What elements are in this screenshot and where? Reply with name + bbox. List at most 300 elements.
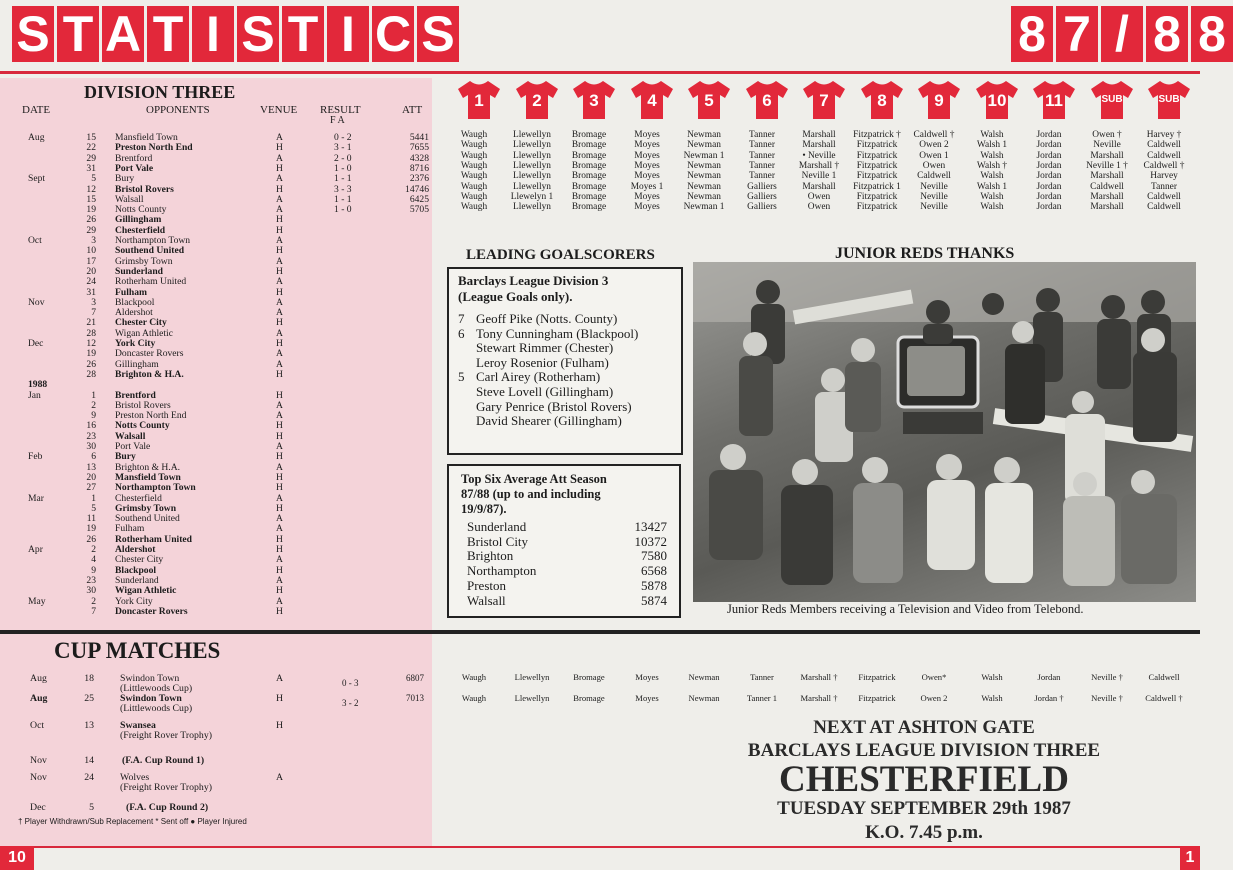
- shirt-number: 4: [647, 91, 657, 110]
- lineup-player: Tanner: [749, 150, 775, 161]
- shirt-number: 5: [704, 91, 714, 110]
- fixture-opponent: Grimsby Town: [115, 255, 173, 267]
- fixture-month: Feb: [28, 451, 43, 463]
- cup-lineup-player: Walsh: [981, 692, 1003, 703]
- fixture-row: [0, 535, 432, 545]
- lineup-player: Moyes: [634, 140, 660, 151]
- title-letter: T: [57, 6, 99, 62]
- opponents-header: OPPONENTS: [146, 104, 210, 116]
- fixture-day: 23: [86, 430, 96, 442]
- lineup-player: Llewellyn: [512, 140, 551, 151]
- lineup-player: Waugh: [460, 150, 488, 161]
- fixture-venue: A: [276, 307, 283, 319]
- fixture-day: 15: [86, 132, 96, 143]
- fixture-opponent: Blackpool: [115, 564, 157, 576]
- att-box-title-3: 19/9/87).: [461, 502, 507, 516]
- fixture-venue: H: [276, 482, 283, 494]
- att-club: Northampton: [467, 563, 537, 579]
- shirt-number: 10: [987, 91, 1007, 110]
- cup-day: 5: [89, 802, 94, 813]
- fixture-venue: H: [276, 245, 283, 257]
- fixture-venue: A: [276, 296, 283, 308]
- fixture-venue: A: [276, 513, 283, 525]
- fixture-opponent: Northampton Town: [115, 235, 191, 246]
- junior-heading: JUNIOR REDS THANKS: [835, 245, 1015, 262]
- att-club: Sunderland: [467, 519, 527, 534]
- fixture-venue: H: [276, 338, 283, 349]
- fixture-row: [0, 586, 432, 596]
- lineup-player: Marshall †: [798, 160, 840, 171]
- fixture-opponent: Chesterfield: [115, 492, 162, 504]
- shirt-number: SUB: [1101, 94, 1123, 105]
- fixture-month: Aug: [28, 132, 45, 143]
- season-character: 8: [1191, 6, 1233, 62]
- fixture-opponent: Sunderland: [115, 574, 159, 586]
- cup-lineup-player: Newman: [688, 672, 720, 682]
- lineup-player: Fitzpatrick: [856, 140, 898, 151]
- lineup-player: Bromage: [571, 191, 607, 202]
- fa-header: F A: [330, 115, 345, 126]
- fixture-opponent: Brentford: [115, 152, 153, 164]
- fixture-row: [0, 246, 432, 256]
- fixture-day: 3: [91, 296, 96, 308]
- cup-lineup-player: Jordan: [1037, 672, 1061, 682]
- attendance-box: [447, 464, 681, 618]
- fixture-venue: A: [276, 152, 283, 164]
- lineup-player: Tanner: [749, 140, 775, 151]
- att-header: ATT: [402, 104, 423, 116]
- lineup-player: Galliers: [747, 181, 777, 192]
- lineup-row: [0, 161, 1200, 171]
- fixture-day: 20: [86, 471, 96, 483]
- cup-venue: H: [276, 720, 284, 731]
- fixture-day: 26: [86, 533, 96, 545]
- fixture-venue: H: [276, 471, 283, 483]
- cup-competition: (Littlewoods Cup): [120, 703, 193, 714]
- lineup-player: Jordan: [1036, 140, 1062, 151]
- lineup-player: Waugh: [460, 140, 488, 151]
- lineup-player: Newman 1: [683, 150, 725, 161]
- lineup-player: Caldwell: [917, 171, 951, 182]
- scorer-name: Geoff Pike (Notts. County): [476, 311, 618, 326]
- fixture-venue: A: [276, 574, 283, 586]
- fixture-venue: H: [276, 286, 283, 298]
- junior-reds-photo: [693, 262, 1196, 602]
- fixture-day: 13: [86, 461, 96, 473]
- lineup-player: Newman: [687, 181, 721, 192]
- title-letter: A: [102, 6, 144, 62]
- fixture-opponent: Walsall: [115, 430, 146, 442]
- lineup-player: Bromage: [571, 130, 607, 140]
- cup-lineup-player: Neville †: [1091, 692, 1123, 703]
- lineup-player: Owen: [807, 202, 831, 213]
- fixture-att: 4328: [409, 152, 429, 164]
- fixture-opponent: Rotherham United: [115, 533, 193, 545]
- title-letter: T: [282, 6, 324, 62]
- fixture-row: [0, 288, 432, 298]
- fixture-result: 3 - 3: [334, 183, 352, 195]
- bottom-rule: [0, 846, 1200, 848]
- fixture-row: [0, 504, 432, 514]
- lineup-player: Walsh: [980, 150, 1004, 161]
- fixture-venue: H: [276, 451, 283, 463]
- fixture-venue: A: [276, 461, 283, 473]
- fixture-row: [0, 452, 432, 462]
- cup-lineup-player: Newman: [688, 692, 720, 703]
- scorer-name: Leroy Rosenior (Fulham): [476, 354, 609, 370]
- fixture-day: 12: [86, 338, 96, 349]
- shirt-icon: [1146, 79, 1192, 121]
- section-divider: [0, 630, 1200, 634]
- cup-month: Nov: [30, 772, 47, 783]
- cup-lineup-player: Caldwell †: [1145, 692, 1183, 703]
- fixture-day: 26: [86, 214, 96, 226]
- fixture-day: 24: [86, 276, 96, 288]
- shirt-icon: [974, 79, 1020, 121]
- fixture-venue: A: [276, 410, 283, 422]
- fixture-venue: A: [276, 235, 283, 246]
- lineup-player: Jordan: [1036, 171, 1062, 182]
- shirt-number: 2: [532, 91, 542, 110]
- fixture-att: 5705: [409, 204, 429, 216]
- cup-lineup-player: Jordan †: [1034, 692, 1064, 703]
- fixture-venue: A: [276, 399, 283, 411]
- fixture-row: [0, 597, 432, 607]
- lineup-player: Walsh: [980, 171, 1004, 182]
- fixture-row: [0, 339, 432, 349]
- lineup-player: Caldwell †: [913, 130, 955, 140]
- cup-lineup-player: Moyes: [635, 672, 659, 682]
- scorer-name: Steve Lovell (Gillingham): [476, 384, 614, 399]
- shirt-number: 1: [474, 91, 484, 110]
- lineup-player: Caldwell: [1090, 181, 1124, 192]
- shirt-icon: [686, 79, 732, 121]
- lineup-row: [0, 192, 1200, 202]
- cup-opponent: Wolves: [120, 772, 150, 783]
- fixture-venue: A: [276, 173, 283, 185]
- fixture-day: 21: [86, 317, 96, 329]
- lineup-player: Owen 2: [919, 140, 949, 151]
- fixture-day: 1: [91, 389, 96, 401]
- cup-competition: (Littlewoods Cup): [120, 683, 193, 694]
- fixture-opponent: Doncaster Rovers: [115, 605, 188, 617]
- fixture-row: [0, 545, 432, 555]
- fixture-day: 9: [91, 564, 96, 576]
- fixture-venue: A: [276, 358, 283, 370]
- cup-lineup-player: Fitzpatrick: [858, 692, 896, 703]
- fixture-day: 19: [86, 523, 96, 535]
- fixture-opponent: Walsall: [115, 193, 144, 205]
- fixture-row: [0, 257, 432, 267]
- shirt-icon: [859, 79, 905, 121]
- shirt-icon: [801, 79, 847, 121]
- lineup-player: Tanner: [749, 160, 775, 171]
- fixture-day: 1: [91, 492, 96, 504]
- fixture-venue: H: [276, 564, 283, 576]
- cup-month: Oct: [30, 720, 45, 731]
- fixture-opponent: Grimsby Town: [115, 502, 177, 514]
- title-letter: S: [237, 6, 279, 62]
- lineup-player: Neville 1 †: [1086, 160, 1128, 171]
- season-title: [1011, 6, 1233, 62]
- fixture-row: [0, 318, 432, 328]
- title-letter: C: [372, 6, 414, 62]
- cup-opponent: (F.A. Cup Round 2): [126, 802, 209, 813]
- lineup-player: Marshall: [802, 181, 836, 192]
- fixture-opponent: Aldershot: [115, 544, 156, 555]
- shirt-icon: [514, 79, 560, 121]
- fixture-row: [0, 215, 432, 225]
- fixture-row: [0, 391, 432, 401]
- scorer-goals: 7: [458, 311, 465, 326]
- fixture-opponent: Doncaster Rovers: [115, 348, 184, 360]
- fixture-day: 30: [86, 585, 96, 597]
- fixture-att: 6425: [409, 193, 429, 205]
- fixture-day: 17: [86, 255, 96, 267]
- att-value: 7580: [641, 548, 667, 564]
- fixture-day: 28: [86, 327, 96, 339]
- fixture-day: 7: [91, 307, 96, 319]
- fixture-venue: A: [276, 595, 283, 607]
- lineup-player: Moyes: [634, 160, 660, 171]
- fixture-row: [0, 463, 432, 473]
- lineup-player: Caldwell: [1147, 150, 1181, 161]
- fixture-opponent: Brighton & H.A.: [115, 368, 184, 380]
- cup-lineup-player: Waugh: [461, 692, 487, 703]
- cup-month: Nov: [30, 755, 47, 766]
- lineup-player: Walsh †: [976, 160, 1008, 171]
- lineup-player: Llewellyn: [512, 130, 551, 140]
- season-character: /: [1101, 6, 1143, 62]
- fixture-opponent: Notts County: [115, 204, 167, 216]
- photo-caption: Junior Reds Members receiving a Television and Video from Telebond.: [727, 602, 1084, 616]
- lineup-player: • Neville: [802, 150, 836, 161]
- lineup-player: Neville: [920, 181, 948, 192]
- fixture-venue: A: [276, 327, 283, 339]
- cup-att: 6807: [406, 673, 424, 683]
- cup-lineup-player: Tanner: [750, 672, 774, 682]
- att-box-title-1: Top Six Average Att Season: [461, 472, 607, 486]
- lineup-player: Bromage: [571, 202, 607, 213]
- fixture-row: [0, 576, 432, 586]
- cup-day: 25: [84, 693, 94, 704]
- scorers-box-title-2: (League Goals only).: [458, 289, 573, 304]
- lineup-player: Harvey †: [1146, 130, 1182, 140]
- lineup-player: Jordan: [1036, 130, 1062, 140]
- title-letter: I: [327, 6, 369, 62]
- cup-lineup-player: Fitzpatrick: [858, 672, 896, 682]
- photo-illustration: [693, 262, 1196, 602]
- title-letter: I: [192, 6, 234, 62]
- fixture-opponent: Bristol Rovers: [115, 399, 171, 411]
- shirt-number: 9: [934, 91, 944, 110]
- fixture-day: 5: [91, 173, 96, 185]
- lineup-player: Moyes 1: [630, 181, 664, 192]
- fixture-row: [0, 494, 432, 504]
- cup-lineup-player: Llewellyn: [514, 672, 550, 682]
- lineup-row: [0, 130, 1200, 140]
- cup-venue: A: [276, 772, 284, 783]
- fixture-opponent: Port Vale: [115, 162, 154, 174]
- fixture-result: 1 - 1: [334, 193, 352, 205]
- scorer-name: Carl Airey (Rotherham): [476, 369, 601, 385]
- lineup-player: Marshall: [1090, 150, 1124, 161]
- lineup-player: Waugh: [460, 160, 488, 171]
- cup-day: 13: [84, 720, 94, 731]
- lineup-player: Fitzpatrick: [856, 160, 898, 171]
- fixture-opponent: Fulham: [115, 286, 147, 298]
- fixture-opponent: York City: [115, 338, 156, 349]
- fixture-day: 29: [86, 224, 96, 236]
- fixture-row: [0, 226, 432, 236]
- cup-result: 0 - 3: [342, 678, 359, 688]
- shirt-number: 6: [762, 91, 772, 110]
- season-character: 7: [1056, 6, 1098, 62]
- lineup-player: Harvey: [1150, 171, 1178, 182]
- lineup-player: Marshall: [1090, 191, 1124, 202]
- cup-lineup-player: Bromage: [573, 692, 605, 703]
- fixture-row: [0, 607, 432, 617]
- lineup-player: Marshall: [1090, 202, 1124, 213]
- fixture-venue: H: [276, 533, 283, 545]
- fixture-venue: A: [276, 193, 283, 205]
- fixture-opponent: Wigan Athletic: [115, 585, 177, 597]
- venue-header: VENUE: [260, 104, 298, 116]
- lineup-player: Tanner: [1151, 181, 1177, 192]
- fixture-row: [0, 411, 432, 421]
- fixture-month: Nov: [28, 296, 45, 308]
- fixture-month: Sept: [28, 173, 46, 185]
- fixture-row: [0, 298, 432, 308]
- shirt-number: 11: [1045, 91, 1063, 110]
- cup-venue: A: [276, 673, 284, 684]
- title-letter: T: [147, 6, 189, 62]
- fixture-result: 1 - 0: [334, 204, 352, 216]
- lineup-player: Llewellyn: [512, 181, 551, 192]
- next-match-line1: NEXT AT ASHTON GATE: [813, 717, 1035, 738]
- lineup-player: Newman: [687, 191, 721, 202]
- fixture-row: [0, 514, 432, 524]
- fixture-opponent: Bury: [115, 451, 136, 463]
- scorers-box-title-1: Barclays League Division 3: [458, 273, 609, 288]
- fixture-result: 1 - 0: [334, 162, 352, 174]
- fixture-result: 1 - 1: [334, 173, 352, 185]
- lineup-player: Owen †: [1092, 130, 1122, 140]
- fixture-row: [0, 421, 432, 431]
- fixture-day: 26: [86, 358, 96, 370]
- result-header: RESULT: [320, 104, 361, 116]
- lineup-player: Owen 1: [919, 150, 949, 161]
- season-character: 8: [1011, 6, 1053, 62]
- scorer-goals: 5: [458, 369, 465, 385]
- fixture-row: [0, 566, 432, 576]
- fixture-row: [0, 524, 432, 534]
- lineup-player: Llewellyn: [512, 202, 551, 213]
- cup-lineup-row: [0, 672, 1200, 682]
- fixture-venue: A: [276, 255, 283, 267]
- statistics-title: [12, 6, 459, 62]
- fixture-day: 6: [91, 451, 96, 463]
- lineup-player: Moyes: [634, 202, 660, 213]
- fixture-venue: A: [276, 523, 283, 535]
- scorers-heading: LEADING GOALSCORERS: [466, 247, 655, 263]
- cup-opponent: Swansea: [120, 720, 156, 731]
- fixture-day: 2: [91, 595, 96, 607]
- lineup-player: Neville 1: [801, 171, 837, 182]
- lineup-player: Jordan: [1036, 191, 1062, 202]
- fixture-opponent: Southend United: [115, 513, 180, 525]
- fixture-venue: H: [276, 162, 283, 174]
- att-club: Bristol City: [467, 533, 529, 549]
- fixture-day: 29: [86, 152, 96, 164]
- lineup-player: Owen: [807, 191, 831, 202]
- fixture-venue: A: [276, 554, 283, 566]
- lineup-player: Newman: [687, 160, 721, 171]
- lineup-player: Fitzpatrick: [856, 171, 898, 182]
- fixture-row: [0, 370, 432, 380]
- fixture-month: Mar: [28, 492, 44, 504]
- fixture-row: [0, 349, 432, 359]
- cup-lineup-player: Llewellyn: [514, 692, 550, 703]
- fixture-opponent: Mansfield Town: [115, 471, 181, 483]
- fixture-opponent: Wigan Athletic: [115, 327, 173, 339]
- lineup-player: Bromage: [571, 171, 607, 182]
- fixture-row: [0, 236, 432, 246]
- fixture-venue: H: [276, 389, 283, 401]
- lineup-player: Walsh 1: [976, 181, 1008, 192]
- cup-lineup-player: Marshall †: [800, 692, 838, 703]
- fixture-day: 31: [86, 162, 96, 174]
- cup-lineup-player: Caldwell: [1148, 672, 1180, 682]
- cup-result: 3 - 2: [342, 698, 359, 708]
- fixture-opponent: Preston North End: [115, 142, 193, 154]
- scorer-goals: 6: [458, 325, 465, 341]
- att-value: 10372: [634, 533, 667, 549]
- fixture-opponent: Brighton & H.A.: [115, 461, 181, 473]
- fixture-day: 31: [86, 286, 96, 298]
- cup-lineup-player: Bromage: [573, 672, 605, 682]
- fixture-month: Apr: [28, 544, 43, 555]
- fixture-venue: H: [276, 368, 283, 380]
- fixture-opponent: Port Vale: [115, 441, 151, 452]
- lineup-player: Walsh 1: [976, 140, 1008, 151]
- fixture-day: 27: [86, 482, 96, 494]
- cup-lineup-player: Neville †: [1091, 672, 1123, 682]
- fixture-day: 11: [86, 513, 96, 525]
- lineup-player: Newman: [687, 130, 721, 140]
- lineup-player: Waugh: [460, 202, 488, 213]
- fixture-opponent: Sunderland: [115, 265, 163, 277]
- fixture-venue: A: [276, 204, 283, 216]
- lineup-player: Neville: [920, 202, 948, 213]
- cup-opponent: Swindon Town: [120, 693, 182, 704]
- fixture-venue: H: [276, 502, 283, 514]
- lineup-player: Jordan: [1036, 160, 1062, 171]
- shirt-icon: [916, 79, 962, 121]
- lineup-player: Bromage: [571, 181, 607, 192]
- fixture-opponent: Mansfield Town: [115, 132, 178, 143]
- shirt-number: 8: [877, 91, 887, 110]
- cup-lineup-player: Walsh: [981, 672, 1003, 682]
- fixture-row: [0, 401, 432, 411]
- fixture-row: [0, 277, 432, 287]
- lineup-player: Fitzpatrick: [856, 150, 898, 161]
- lineup-player: Waugh: [460, 171, 488, 182]
- lineup-player: Caldwell: [1147, 140, 1181, 151]
- att-box-title-2: 87/88 (up to and including: [461, 487, 601, 501]
- fixture-opponent: Chesterfield: [115, 224, 166, 236]
- cup-day: 14: [84, 755, 94, 766]
